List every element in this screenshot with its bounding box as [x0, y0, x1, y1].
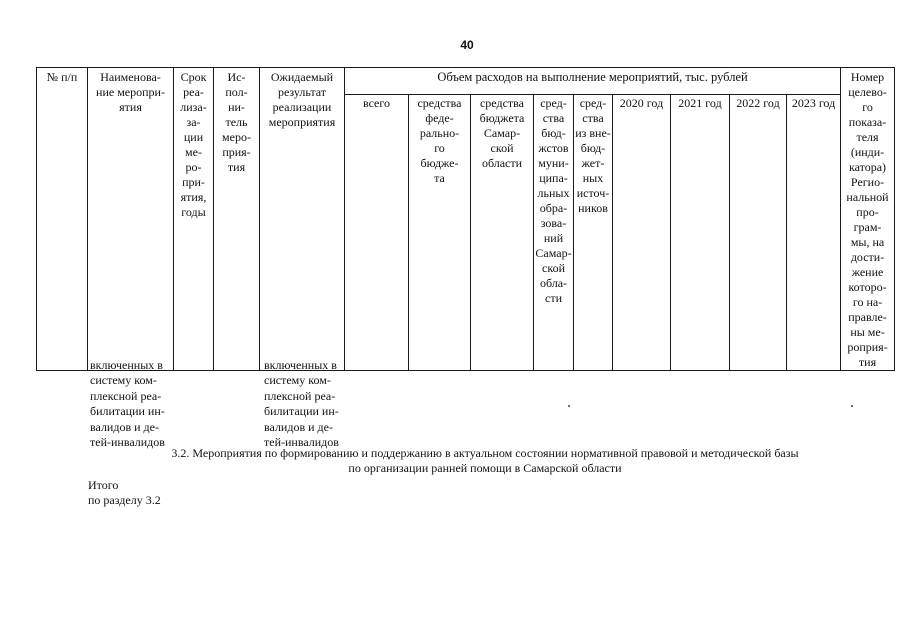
- expenses-table: [36, 67, 895, 371]
- header-executor: Ис- пол- ни- тель меро- прия- тия: [214, 68, 260, 371]
- header-expenses: Объем расходов на выполнение мероприятий, тыс. рублей: [345, 68, 841, 95]
- header-term: Срок реа- лиза- за- ции ме- ро- при- ятия, годы: [174, 68, 214, 371]
- section-heading: 3.2. Мероприятия по формированию и поддержанию в актуальном состоянии нормативной правовой и методической базы по организации ранней помощи в Самарской области: [171, 446, 799, 475]
- header-num: № п/п: [37, 68, 88, 371]
- subheader-offbudget: сред- ства из вне- бюд- жет- ных источ- ников: [574, 95, 613, 371]
- subheader-2021: 2021 год: [671, 95, 730, 371]
- subheader-federal: средства феде- рально- го бюдже- та: [409, 95, 471, 371]
- continuation-name-text: включенных в систему ком- плексной реа- билитации ин- валидов и де- тей-инвалидов: [90, 358, 165, 450]
- header-indicator: Номер целево- го показа- теля (инди- катора) Регио- нальной про- грам- мы, на дости- жение которо- го на- правле- ны ме- роприя- тия: [841, 68, 895, 371]
- section-total-label: Итого по разделу 3.2: [88, 478, 161, 507]
- subheader-2020: 2020 год: [613, 95, 671, 371]
- header-name: Наименова- ние меропри- ятия: [88, 68, 174, 371]
- subheader-municipal: сред- ства бюд- жстов муни- ципа- льных обра- зова- ний Самар- ской обла- сти: [534, 95, 574, 371]
- subheader-2023: 2023 год: [787, 95, 841, 371]
- subheader-regional: средства бюджета Самар- ской области: [471, 95, 534, 371]
- page-number: 40: [460, 38, 474, 52]
- scan-speck: [851, 405, 853, 407]
- subheader-2022: 2022 год: [730, 95, 787, 371]
- scan-speck: [568, 405, 570, 407]
- header-result: Ожидаемый результат реализации мероприятия: [260, 68, 345, 371]
- continuation-result-text: включенных в систему ком- плексной реа- билитации ин- валидов и де- тей-инвалидов: [264, 358, 339, 450]
- subheader-total: всего: [345, 95, 409, 371]
